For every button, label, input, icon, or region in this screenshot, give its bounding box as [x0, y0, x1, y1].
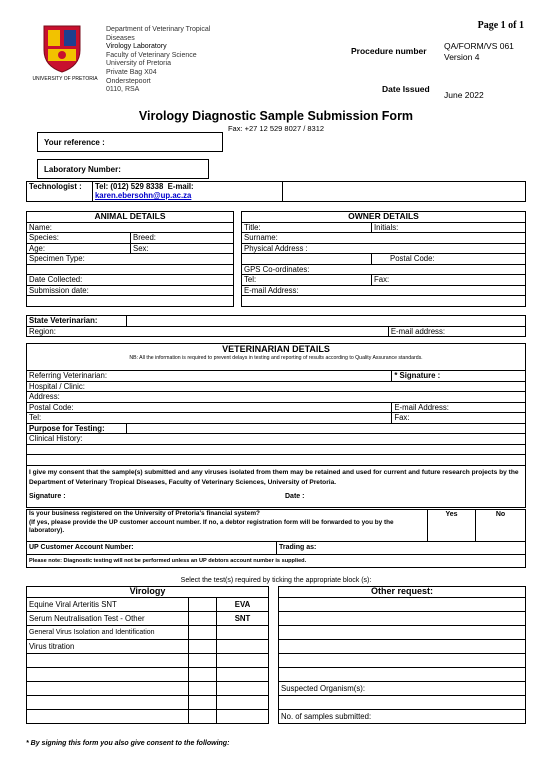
hospital-field[interactable]: Hospital / Clinic:: [27, 381, 526, 392]
purpose-field[interactable]: [127, 423, 526, 434]
virology-heading: Virology: [27, 587, 269, 598]
test-blank[interactable]: [27, 681, 189, 695]
procedure-label: Procedure number: [351, 46, 427, 56]
test-tick-box[interactable]: [189, 611, 217, 625]
your-reference-field[interactable]: [37, 132, 223, 152]
technologist-blank: [282, 182, 525, 202]
consent-signature-row: [29, 491, 523, 503]
tests-section: [26, 586, 526, 724]
animal-breed-field[interactable]: Breed:: [131, 233, 234, 244]
owner-initials-field[interactable]: Initials:: [372, 222, 526, 233]
veterinarian-section: [26, 343, 526, 508]
animal-details: [26, 211, 234, 307]
technologist-email-link[interactable]: karen.ebersohn@up.ac.za: [94, 191, 192, 200]
state-vet-field[interactable]: [127, 316, 526, 327]
financial-note: Please note: Diagnostic testing will not be performed unless an UP debtors account number is supplied.: [27, 555, 526, 568]
test-code: EVA: [217, 597, 269, 611]
account-number-field[interactable]: UP Customer Account Number:: [27, 542, 277, 555]
tests-gap: [269, 681, 279, 695]
test-code: [217, 625, 269, 639]
financial-question: Is your business registered on the University of Pretoria's financial system?: [29, 510, 260, 517]
animal-sex-field[interactable]: Sex:: [131, 243, 234, 254]
procedure-value: QA/FORM/VS 061: [444, 41, 514, 51]
other-request-field[interactable]: [279, 611, 526, 625]
suspected-organism-field[interactable]: Suspected Organism(s):: [279, 681, 526, 695]
vet-signature-field[interactable]: * Signature :: [392, 371, 526, 382]
test-name: Virus titration: [27, 639, 189, 653]
tests-gap: [269, 587, 279, 598]
technologist-contact: [92, 182, 282, 202]
test-tick-box[interactable]: [189, 597, 217, 611]
other-request-field[interactable]: [279, 639, 526, 653]
tests-gap: [269, 695, 279, 709]
test-blank[interactable]: [217, 667, 269, 681]
form-title: Virology Diagnostic Sample Submission Form: [138, 109, 414, 123]
owner-details: [241, 211, 526, 307]
financial-yes-option[interactable]: Yes: [428, 510, 476, 542]
logo-text: UNIVERSITY OF PRETORIA: [32, 76, 98, 82]
tests-table: [26, 586, 526, 724]
test-name: Equine Viral Arteritis SNT: [27, 597, 189, 611]
animal-species-field[interactable]: Species:: [27, 233, 131, 244]
vet-fax-field[interactable]: Fax:: [392, 413, 526, 424]
test-code: [217, 639, 269, 653]
financial-section: [26, 509, 526, 568]
test-blank[interactable]: [27, 695, 189, 709]
other-request-field[interactable]: [279, 653, 526, 667]
animal-blank-row[interactable]: [27, 296, 234, 307]
fax-line: Fax: +27 12 529 8027 / 8312: [227, 124, 325, 133]
financial-no-option[interactable]: No: [476, 510, 526, 542]
test-code: SNT: [217, 611, 269, 625]
university-crest-icon: [40, 22, 84, 74]
test-tick-box[interactable]: [189, 709, 217, 723]
tests-gap: [269, 625, 279, 639]
region-field[interactable]: Region:: [27, 326, 389, 337]
owner-blank-row[interactable]: [242, 296, 526, 307]
owner-address-blank[interactable]: [242, 254, 372, 265]
lab-name: Virology Laboratory: [106, 43, 167, 51]
owner-surname-field[interactable]: Surname:: [242, 233, 526, 244]
test-blank[interactable]: [27, 709, 189, 723]
test-blank[interactable]: [217, 681, 269, 695]
other-request-field[interactable]: [279, 625, 526, 639]
your-reference-label: Your reference :: [44, 138, 105, 147]
tests-gap: [269, 639, 279, 653]
technologist-row: [26, 181, 526, 202]
address-line: Onderstepoort: [106, 77, 151, 85]
tests-gap: [269, 709, 279, 723]
history-blank-row[interactable]: [27, 455, 526, 466]
address-line: 0110, RSA: [106, 86, 140, 94]
owner-tel-field[interactable]: Tel:: [242, 275, 372, 286]
test-tick-box[interactable]: [189, 625, 217, 639]
date-issued-label: Date Issued: [382, 84, 430, 94]
department-block: [106, 26, 210, 95]
test-blank[interactable]: [217, 709, 269, 723]
test-tick-box[interactable]: [189, 639, 217, 653]
specimen-type-field[interactable]: Specimen Type:: [27, 254, 234, 265]
clinical-history-field[interactable]: Clinical History:: [27, 434, 526, 445]
owner-fax-field[interactable]: Fax:: [372, 275, 526, 286]
vet-tel-field[interactable]: Tel:: [27, 413, 392, 424]
owner-details-heading: OWNER DETAILS: [242, 212, 526, 223]
animal-name-field[interactable]: Name:: [27, 222, 234, 233]
test-blank[interactable]: [217, 695, 269, 709]
header: [26, 14, 526, 104]
owner-postal-field[interactable]: [372, 254, 526, 265]
state-vet-email-field[interactable]: E-mail address:: [388, 326, 525, 337]
vet-heading-cell: [27, 344, 526, 371]
vet-email-field[interactable]: E-mail Address:: [392, 402, 526, 413]
address-line: Private Bag X04: [106, 68, 157, 76]
technologist-tel: Tel: (012) 529 8338: [94, 182, 164, 191]
trading-as-field[interactable]: Trading as:: [277, 542, 526, 555]
samples-submitted-field[interactable]: No. of samples submitted:: [279, 709, 526, 723]
page-number: Page 1 of 1: [477, 20, 524, 31]
animal-age-field[interactable]: Age:: [27, 243, 131, 254]
consent-text: I give my consent that the sample(s) submitted and any viruses isolated from them may be retained and used for current and future research projects by the Department of Veterinary Tropical Diseases, Faculty of Veterinary Sciences, University of Pretoria.: [29, 468, 519, 486]
owner-email-field[interactable]: E-mail Address:: [242, 285, 526, 296]
test-tick-box[interactable]: [189, 681, 217, 695]
technologist-email-label: E-mail:: [167, 182, 194, 191]
other-request-heading: Other request:: [279, 587, 526, 598]
tests-gap: [269, 653, 279, 667]
financial-question-cell: [27, 510, 428, 542]
tests-gap: [269, 667, 279, 681]
consent-signature-field[interactable]: Signature :: [29, 492, 66, 500]
test-name: Serum Neutralisation Test - Other: [27, 611, 189, 625]
vet-address-field[interactable]: Address:: [27, 392, 526, 403]
animal-details-heading: ANIMAL DETAILS: [27, 212, 234, 223]
laboratory-number-field[interactable]: [37, 159, 209, 179]
consent-cell: [27, 465, 526, 507]
other-request-field[interactable]: [279, 667, 526, 681]
dept-line-1: Department of Veterinary Tropical: [106, 26, 211, 33]
test-tick-box[interactable]: [189, 695, 217, 709]
consent-date-field[interactable]: Date :: [285, 492, 305, 500]
footer-consent-note: * By signing this form you also give consent to the following:: [26, 740, 230, 747]
tests-gap: [269, 611, 279, 625]
owner-gps-field[interactable]: GPS Co-ordinates:: [242, 264, 526, 275]
owner-title-field[interactable]: Title:: [242, 222, 372, 233]
tests-gap: [269, 597, 279, 611]
owner-postal-label: Postal Code:: [390, 254, 435, 263]
test-blank[interactable]: [217, 653, 269, 667]
vet-heading: VETERINARIAN DETAILS: [222, 344, 330, 354]
date-issued-value: June 2022: [444, 90, 484, 100]
owner-address-field[interactable]: Physical Address :: [242, 243, 526, 254]
test-blank[interactable]: [27, 667, 189, 681]
other-request-field[interactable]: [279, 695, 526, 709]
submission-date-field[interactable]: Submission date:: [27, 285, 234, 296]
state-vet-section: [26, 315, 526, 337]
purpose-label: Purpose for Testing:: [27, 423, 127, 434]
address-line: University of Pretoria: [106, 60, 171, 68]
laboratory-number-label: Laboratory Number:: [44, 165, 121, 174]
other-request-field[interactable]: [279, 597, 526, 611]
test-blank[interactable]: [27, 653, 189, 667]
test-name: General Virus Isolation and Identification: [27, 625, 189, 639]
tests-instruction: Select the test(s) required by ticking the appropriate block (s):: [180, 577, 372, 584]
date-collected-field[interactable]: Date Collected:: [27, 275, 234, 286]
version: Version 4: [444, 52, 480, 62]
vet-note: NB: All the information is required to prevent delays in testing and reporting of results according to Quality Assurance standards.: [129, 355, 423, 361]
address-line: Faculty of Veterinary Science: [106, 51, 197, 59]
vet-postal-field[interactable]: Postal Code:: [27, 402, 392, 413]
financial-question-detail: (If yes, please provide the UP customer account number. If no, a debtor registration form will be forwarded to you by the laboratory).: [29, 518, 394, 534]
test-tick-box[interactable]: [189, 667, 217, 681]
technologist-label: Technologist :: [27, 182, 93, 202]
dept-line-2: Diseases: [106, 34, 135, 42]
test-tick-box[interactable]: [189, 653, 217, 667]
history-blank-row[interactable]: [27, 444, 526, 455]
referring-vet-field[interactable]: Referring Veterinarian:: [27, 371, 392, 382]
animal-blank-row[interactable]: [27, 264, 234, 275]
state-vet-label: State Veterinarian:: [27, 316, 127, 327]
